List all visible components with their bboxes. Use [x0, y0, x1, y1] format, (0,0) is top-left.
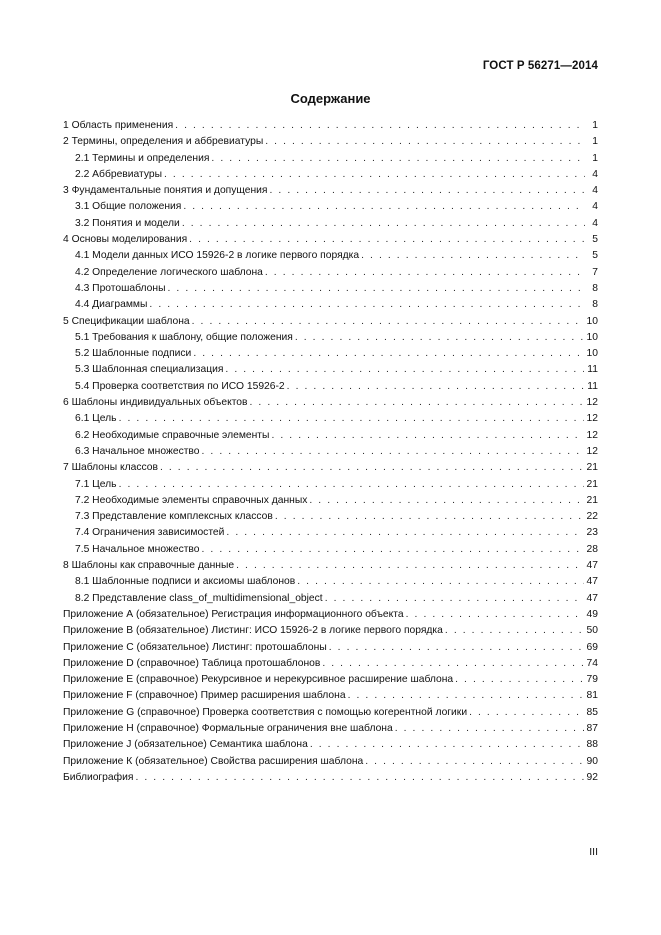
toc-entry-title: 4.4 Диаграммы [75, 299, 148, 311]
toc-entry-title: Приложение Н (справочное) Формальные ограничения вне шаблона [63, 722, 393, 734]
toc-entry[interactable] [63, 265, 598, 281]
toc-dot-leader [287, 379, 585, 395]
toc-entry-page: 81 [586, 690, 598, 702]
toc-entry-title: Приложение Е (справочное) Рекурсивное и нерекурсивное расширение шаблона [63, 674, 454, 686]
toc-entry-title: Приложение F (справочное) Пример расширения шаблона [63, 690, 346, 702]
toc-entry-page: 11 [587, 380, 598, 392]
toc-entry[interactable] [63, 688, 598, 704]
toc-entry-title: 5 Спецификации шаблона [63, 315, 190, 327]
toc-entry-page: 50 [586, 625, 598, 637]
toc-entry-page: 5 [592, 234, 598, 246]
toc-dot-leader [271, 428, 583, 444]
toc-entry-page: 79 [586, 674, 598, 686]
toc-entry-title: 7.2 Необходимые элементы справочных данных [75, 494, 308, 506]
toc-entry-page: 1 [592, 136, 598, 148]
toc-dot-leader [297, 574, 583, 590]
toc-entry-title: 4.2 Определение логического шаблона [75, 266, 263, 278]
toc-entry-title: 6 Шаблоны индивидуальных объектов [63, 397, 248, 409]
toc-entry-page: 23 [586, 527, 598, 539]
toc-entry-page: 1 [592, 120, 598, 131]
toc-dot-leader [445, 623, 584, 639]
toc-entry-page: 10 [586, 331, 598, 343]
toc-dot-leader [164, 167, 585, 183]
toc-entry[interactable] [63, 444, 598, 460]
toc-dot-leader [175, 118, 585, 134]
toc-entry-title: 7 Шаблоны классов [63, 462, 158, 474]
toc-entry-page: 21 [586, 478, 598, 490]
toc-dot-leader [202, 542, 584, 558]
toc-dot-leader [193, 346, 583, 362]
toc-entry-page: 5 [592, 250, 598, 262]
toc-entry[interactable] [63, 672, 598, 688]
toc-entry-title: 6.2 Необходимые справочные элементы [75, 429, 270, 441]
toc-entry-title: Приложение D (справочное) Таблица протошаблонов [63, 657, 321, 669]
toc-entry[interactable] [63, 379, 598, 395]
toc-dot-leader [236, 558, 583, 574]
toc-entry[interactable] [63, 460, 598, 476]
toc-dot-leader [455, 672, 583, 688]
toc-entry-title: 2.1 Термины и определения [75, 152, 210, 164]
toc-entry-title: 4.1 Модели данных ИСО 15926-2 в логике первого порядка [75, 250, 360, 262]
toc-dot-leader [189, 232, 585, 248]
toc-entry-page: 92 [586, 771, 598, 783]
toc-entry[interactable] [63, 640, 598, 656]
toc-entry[interactable] [63, 395, 598, 411]
toc-dot-leader [225, 362, 584, 378]
toc-dot-leader [226, 525, 583, 541]
toc-dot-leader [469, 705, 583, 721]
toc-entry[interactable] [63, 216, 598, 232]
toc-entry[interactable] [63, 623, 598, 639]
toc-entry-page: 12 [586, 413, 598, 425]
toc-entry-title: Приложение В (обязательное) Листинг: ИСО 15926-2 в логике первого порядка [63, 625, 443, 637]
toc-dot-leader [250, 395, 584, 411]
toc-entry-title: 6.3 Начальное множество [75, 445, 200, 457]
toc-dot-leader [310, 737, 584, 753]
toc-entry-page: 7 [592, 266, 598, 278]
page-title: Содержание [290, 91, 371, 106]
toc-entry-page: 12 [586, 397, 598, 409]
toc-entry-title: 3.2 Понятия и модели [75, 217, 180, 229]
toc-entry[interactable] [63, 591, 598, 607]
toc-entry[interactable] [63, 411, 598, 427]
document-standard-number: ГОСТ Р 56271—2014 [482, 60, 598, 72]
toc-entry-page: 4 [592, 168, 598, 180]
toc-entry-page: 74 [586, 657, 598, 669]
toc-entry-page: 88 [586, 739, 598, 751]
toc-dot-leader [348, 688, 584, 704]
toc-entry-page: 8 [592, 282, 598, 294]
toc-entry-title: 6.1 Цель [75, 413, 117, 425]
toc-dot-leader [395, 721, 584, 737]
toc-entry-page: 10 [586, 348, 598, 360]
toc-entry[interactable] [63, 134, 598, 150]
toc-entry-title: 5.2 Шаблонные подписи [75, 348, 192, 360]
toc-entry[interactable] [63, 477, 598, 493]
toc-entry[interactable] [63, 509, 598, 525]
toc-dot-leader [309, 493, 583, 509]
toc-entry[interactable] [63, 525, 598, 541]
toc-entry-page: 21 [586, 462, 598, 474]
toc-entry-page: 69 [586, 641, 598, 653]
toc-entry[interactable] [63, 297, 598, 313]
toc-entry[interactable] [63, 754, 598, 770]
toc-dot-leader [192, 314, 584, 330]
toc-entry[interactable] [63, 574, 598, 590]
toc-entry[interactable] [63, 281, 598, 297]
toc-entry-title: Приложение J (обязательное) Семантика шаблона [63, 739, 308, 751]
toc-dot-leader [149, 297, 585, 313]
toc-dot-leader [211, 151, 585, 167]
toc-dot-leader [270, 183, 586, 199]
toc-entry-page: 85 [586, 706, 598, 718]
toc-entry-page: 87 [586, 722, 598, 734]
toc-entry-page: 49 [586, 608, 598, 620]
table-of-contents [63, 118, 598, 786]
toc-entry[interactable] [63, 314, 598, 330]
toc-entry[interactable] [63, 493, 598, 509]
toc-entry-title: Приложение К (обязательное) Свойства расширения шаблона [63, 755, 364, 767]
toc-entry-page: 90 [586, 755, 598, 767]
toc-entry-title: Библиография [63, 771, 134, 783]
toc-dot-leader [265, 134, 585, 150]
toc-entry-page: 21 [586, 494, 598, 506]
toc-entry-title: Приложение G (справочное) Проверка соответствия с помощью когерентной логики [63, 706, 468, 718]
toc-entry-page: 22 [586, 511, 598, 523]
toc-dot-leader [119, 411, 584, 427]
toc-dot-leader [265, 265, 585, 281]
toc-entry[interactable] [63, 428, 598, 444]
toc-entry-title: 4.3 Протошаблоны [75, 282, 166, 294]
toc-entry-title: 8.1 Шаблонные подписи и аксиомы шаблонов [75, 576, 296, 588]
toc-entry[interactable] [63, 705, 598, 721]
toc-entry-title: 3 Фундаментальные понятия и допущения [63, 185, 268, 197]
toc-entry[interactable] [63, 183, 598, 199]
toc-dot-leader [168, 281, 586, 297]
toc-entry-title: 3.1 Общие положения [75, 201, 182, 213]
toc-entry[interactable] [63, 656, 598, 672]
toc-entry-title: 7.3 Представление комплексных классов [75, 511, 273, 523]
toc-entry-title: 2 Термины, определения и аббревиатуры [63, 136, 264, 148]
toc-entry[interactable] [63, 199, 598, 215]
toc-entry-title: 7.5 Начальное множество [75, 543, 200, 555]
toc-dot-leader [295, 330, 584, 346]
toc-entry-page: 1 [592, 152, 598, 164]
toc-entry-title: 5.1 Требования к шаблону, общие положения [75, 331, 293, 343]
toc-dot-leader [329, 640, 584, 656]
toc-entry[interactable] [63, 151, 598, 167]
toc-entry-title: 1 Область применения [63, 120, 174, 131]
toc-entry[interactable] [63, 248, 598, 264]
toc-entry[interactable] [63, 542, 598, 558]
toc-entry-title: Приложение А (обязательное) Регистрация информационного объекта [63, 608, 404, 620]
toc-entry-page: 4 [592, 217, 598, 229]
toc-entry-page: 4 [592, 201, 598, 213]
toc-entry[interactable] [63, 607, 598, 623]
toc-entry-page: 47 [586, 576, 598, 588]
toc-entry-page: 10 [586, 315, 598, 327]
toc-entry[interactable] [63, 232, 598, 248]
toc-entry-title: 5.4 Проверка соответствия по ИСО 15926-2 [75, 380, 285, 392]
toc-dot-leader [406, 607, 584, 623]
toc-entry-title: 5.3 Шаблонная специализация [75, 364, 224, 376]
toc-dot-leader [135, 770, 583, 786]
toc-entry[interactable] [63, 346, 598, 362]
toc-dot-leader [160, 460, 584, 476]
toc-entry[interactable] [63, 118, 598, 134]
toc-entry[interactable] [63, 721, 598, 737]
toc-entry-page: 8 [592, 299, 598, 311]
toc-entry[interactable] [63, 770, 598, 786]
toc-entry[interactable] [63, 362, 598, 378]
toc-entry-title: 2.2 Аббревиатуры [75, 168, 163, 180]
toc-dot-leader [322, 656, 583, 672]
toc-entry-page: 12 [586, 445, 598, 457]
toc-dot-leader [361, 248, 585, 264]
toc-entry[interactable] [63, 558, 598, 574]
toc-entry-page: 11 [587, 364, 598, 376]
toc-dot-leader [202, 444, 584, 460]
toc-entry-title: Приложение С (обязательное) Листинг: протошаблоны [63, 641, 327, 653]
toc-entry[interactable] [63, 167, 598, 183]
page-number: III [589, 846, 598, 858]
toc-entry[interactable] [63, 737, 598, 753]
toc-entry-title: 4 Основы моделирования [63, 234, 188, 246]
toc-entry-page: 47 [586, 560, 598, 572]
toc-entry-title: 8.2 Представление class_of_multidimensional_object [75, 592, 323, 604]
toc-entry-page: 12 [586, 429, 598, 441]
toc-entry-page: 28 [586, 543, 598, 555]
toc-entry[interactable] [63, 330, 598, 346]
toc-entry-title: 7.4 Ограничения зависимостей [75, 527, 225, 539]
toc-dot-leader [365, 754, 583, 770]
toc-entry-page: 47 [586, 592, 598, 604]
toc-entry-page: 4 [592, 185, 598, 197]
toc-entry-title: 7.1 Цель [75, 478, 117, 490]
toc-dot-leader [183, 199, 585, 215]
toc-dot-leader [119, 477, 584, 493]
toc-entry-title: 8 Шаблоны как справочные данные [63, 560, 235, 572]
toc-dot-leader [325, 591, 584, 607]
toc-dot-leader [182, 216, 585, 232]
toc-dot-leader [275, 509, 584, 525]
